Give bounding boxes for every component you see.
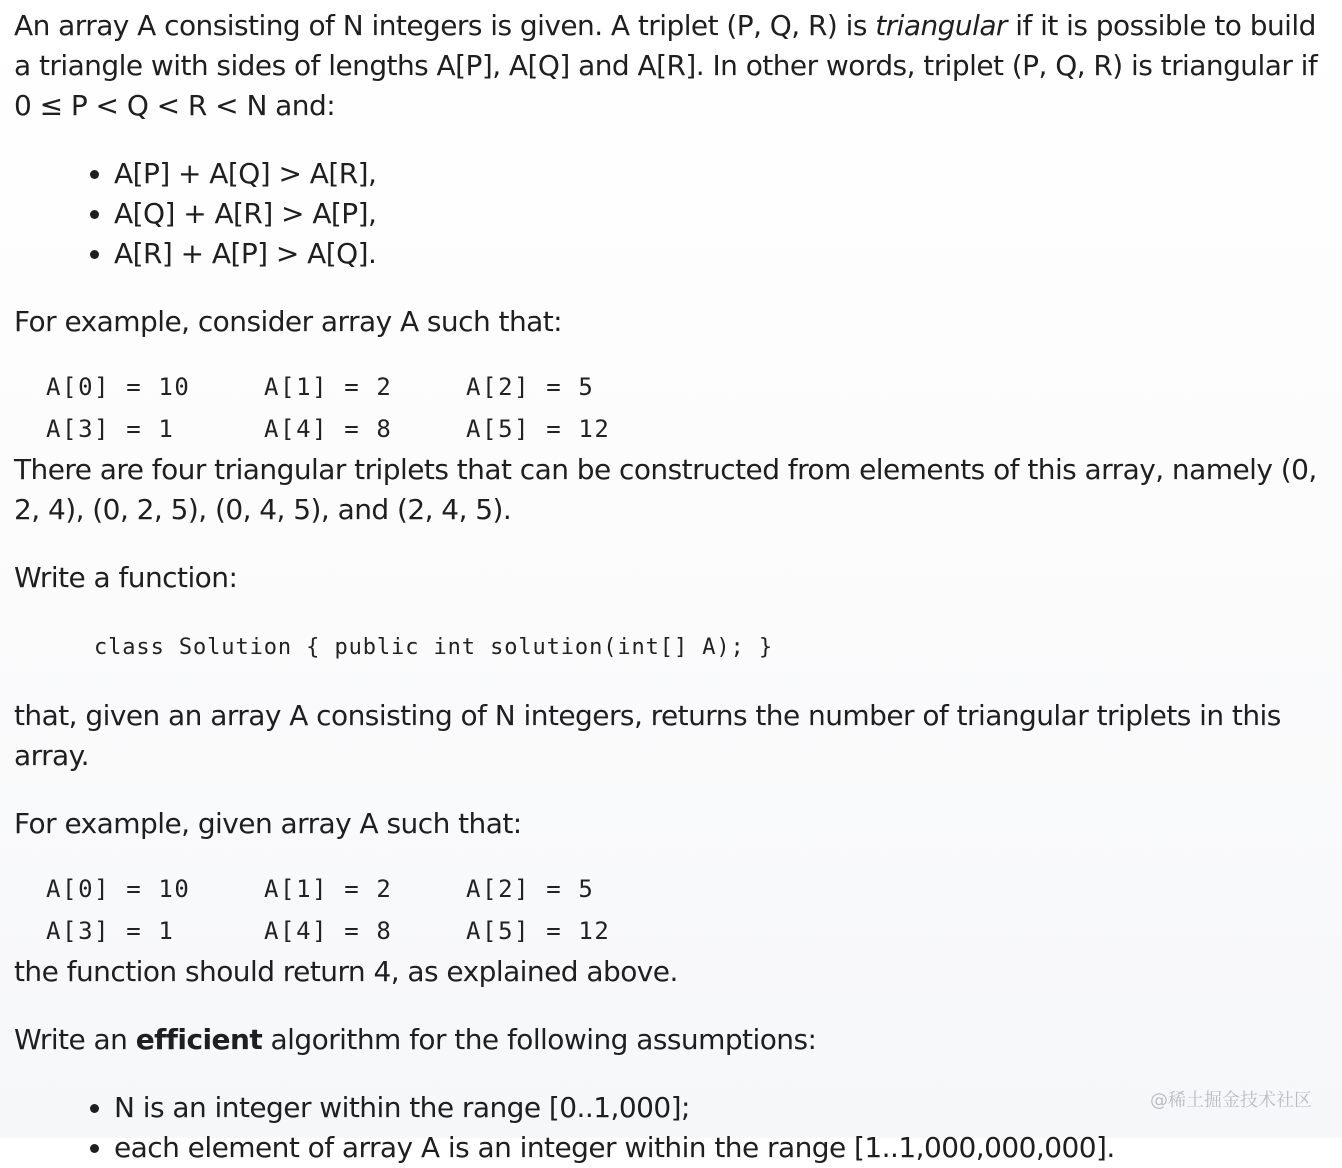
array-cell: A[4] = 8 (264, 917, 393, 945)
array-cell: A[5] = 12 (466, 917, 611, 945)
assumptions-text-before: Write an (14, 1023, 136, 1056)
example1-intro: For example, consider array A such that: (14, 305, 563, 338)
condition-item: • A[R] + A[P] > A[Q]. (114, 234, 1336, 274)
example2-intro: For example, given array A such that: (14, 807, 522, 840)
condition-list (14, 154, 1336, 274)
array-cell: A[1] = 2 (264, 373, 393, 401)
function-intro: Write a function: (14, 561, 238, 594)
array-cell: A[0] = 10 (46, 373, 191, 401)
array-row (46, 408, 1336, 450)
condition-item: • A[P] + A[Q] > A[R], (114, 154, 1336, 194)
assumptions-intro (14, 1020, 1336, 1060)
array-cell: A[3] = 1 (46, 415, 175, 443)
array-cell: A[2] = 5 (466, 875, 595, 903)
problem-statement (14, 6, 1336, 1168)
function-signature: class Solution { public int solution(int[] A); } (94, 635, 773, 660)
array-row (46, 366, 1336, 408)
watermark: @稀土掘金技术社区 (1150, 1090, 1312, 1111)
condition-item: • A[Q] + A[R] > A[P], (114, 194, 1336, 234)
assumption-item: • N is an integer within the range [0..1,000]; (114, 1088, 1336, 1128)
array-cell: A[5] = 12 (466, 415, 611, 443)
array-cell: A[1] = 2 (264, 875, 393, 903)
intro-paragraph (14, 6, 1336, 126)
assumptions-bold-term: efficient (135, 1023, 263, 1056)
array-row (46, 868, 1336, 910)
array-row (46, 910, 1336, 952)
array-cell: A[0] = 10 (46, 875, 191, 903)
assumption-item: • each element of array A is an integer within the range [1..1,000,000,000]. (114, 1128, 1336, 1168)
array-cell: A[2] = 5 (466, 373, 595, 401)
example2-result: the function should return 4, as explained above. (14, 955, 678, 988)
example2-array (46, 868, 1336, 952)
array-cell: A[4] = 8 (264, 415, 393, 443)
example1-array (46, 366, 1336, 450)
array-cell: A[3] = 1 (46, 917, 175, 945)
example1-explanation: There are four triangular triplets that can be constructed from elements of this array, namely (0, 2, 4), (0, 2, 5), (0, 4, 5), and (2, 4, 5). (14, 453, 1317, 526)
intro-text-before: An array A consisting of N integers is given. A triplet (P, Q, R) is (14, 9, 876, 42)
assumptions-text-after: algorithm for the following assumptions: (262, 1023, 817, 1056)
assumption-list (14, 1088, 1336, 1168)
function-description: that, given an array A consisting of N integers, returns the number of triangular triplets in this array. (14, 699, 1281, 772)
intro-italic-term: triangular (875, 9, 1007, 42)
intro-text-after: if it is possible to build a triangle with sides of lengths A[P], A[Q] and A[R]. In other words, triplet (P, Q, R) is triangular if 0 ≤ P < Q < R < N and: (14, 9, 1318, 122)
